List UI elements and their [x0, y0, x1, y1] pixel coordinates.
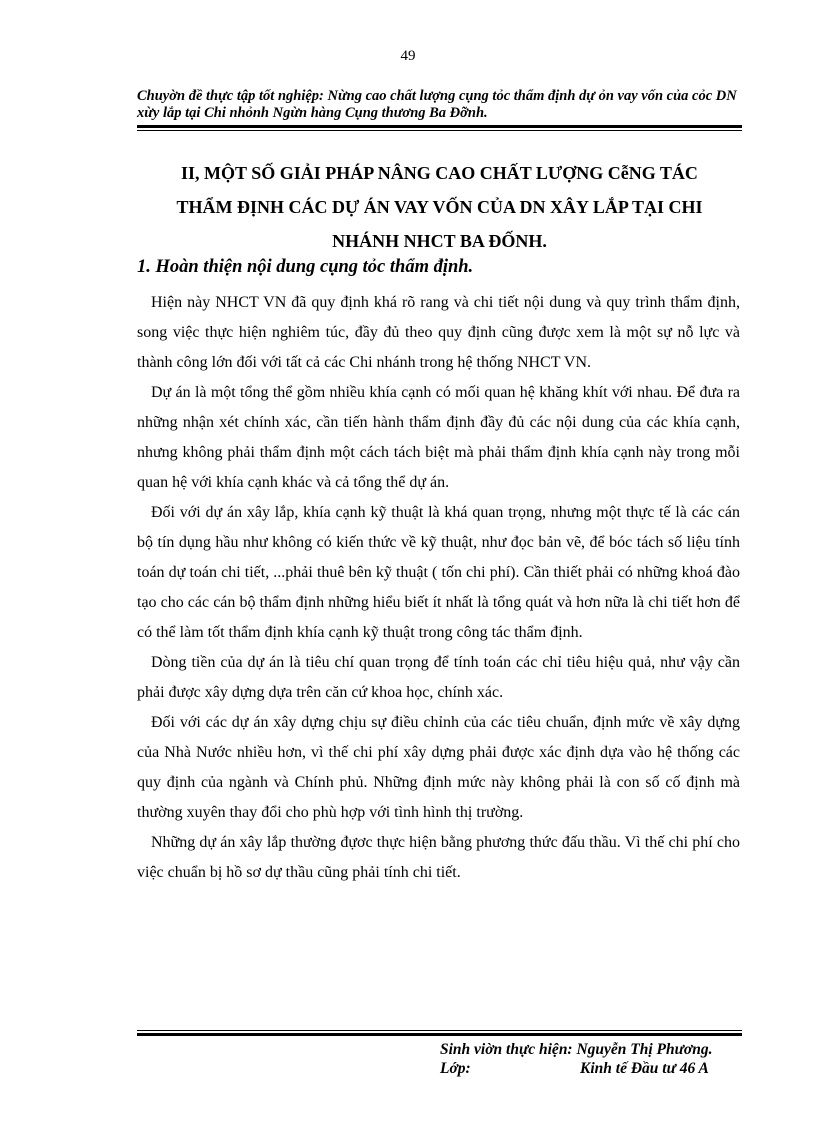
paragraph: Đối với các dự án xây dựng chịu sự điều chỉnh của các tiêu chuẩn, định mức về xây dựng của Nhà Nước nhiều hơn, vì thế chi phí xây dựng phải được xác định dựa vào hệ thống các quy định của ngành và Chính phủ. Những định mức này không phải là con số cố định mà thường xuyên thay đổi cho phù hợp với tình hình thị trường. [137, 714, 740, 821]
footer-divider [137, 1030, 742, 1036]
class-label: Lớp: [440, 1060, 471, 1077]
paragraph: Đối với dự án xây lắp, khía cạnh kỹ thuật là khá quan trọng, nhưng một thực tế là các cán bộ tín dụng hầu như không có kiến thức về kỹ thuật, như đọc bản vẽ, để bóc tách số liệu tính toán dự toán chi tiết, ...phải thuê bên kỹ thuật ( tốn chi phí). Cần thiết phải có những khoá đào tạo cho các cán bộ thẩm định những hiểu biết ít nhất là tổng quát và hơn nữa là chi tiết hơn để có thể làm tốt thẩm định khía cạnh kỹ thuật trong công tác thẩm định. [137, 504, 740, 641]
section-title [137, 156, 742, 258]
page-number: 49 [400, 48, 416, 64]
paragraph: Dự án là một tổng thể gồm nhiều khía cạnh có mối quan hệ khăng khít với nhau. Để đưa ra những nhận xét chính xác, cần tiến hành thẩm định đầy đủ các nội dung của các khía cạnh, nhưng không phải thẩm định một cách tách biệt mà phải thẩm định khía cạnh này trong mỗi quan hệ với khía cạnh khác và cả tổng thể dự án. [137, 384, 740, 491]
header-divider [137, 125, 742, 131]
subsection-heading: 1. Hoàn thiện nội dung cụng tỏc thẩm định. [137, 257, 474, 277]
section-title-line-2: THẨM ĐỊNH CÁC DỰ ÁN VAY VỐN CỦA DN XÂY LẮP TẠI CHI [176, 197, 703, 217]
student-name: Sinh viờn thực hiện: Nguyễn Thị Phương. [440, 1041, 713, 1058]
paragraph: Hiện này NHCT VN đã quy định khá rõ rang và chi tiết nội dung và quy trình thẩm định, song việc thực hiện nghiêm túc, đầy đủ theo quy định cũng được xem là một sự nỗ lực và thành công lớn đối với tất cả các Chi nhánh trong hệ thống NHCT VN. [137, 294, 740, 371]
section-title-line-1: II, MỘT SỐ GIẢI PHÁP NÂNG CAO CHẤT LƯỢNG CễNG TÁC [181, 163, 698, 183]
footer [440, 1040, 740, 1078]
running-header: Chuyờn đề thực tập tốt nghiệp: Nừng cao chất lượng cụng tỏc thẩm định dự ỏn vay vốn của cỏc DN xừy lắp tại Chi nhỏnh Ngừn hàng Cụng thương Ba Đỡnh. [137, 88, 737, 121]
section-title-line-3: NHÁNH NHCT BA ĐỐNH. [332, 231, 547, 251]
body-text [137, 288, 740, 888]
paragraph: Những dự án xây lắp thường đựơc thực hiện bằng phương thức đấu thầu. Vì thế chi phí cho việc chuẩn bị hồ sơ dự thầu cũng phải tính chi tiết. [137, 834, 740, 881]
paragraph: Dòng tiền của dự án là tiêu chí quan trọng để tính toán các chỉ tiêu hiệu quả, như vậy cần phải được xây dựng dựa trên căn cứ khoa học, chính xác. [137, 654, 740, 701]
class-value: Kinh tế Đầu tư 46 A [580, 1060, 709, 1077]
class-row [440, 1059, 740, 1078]
